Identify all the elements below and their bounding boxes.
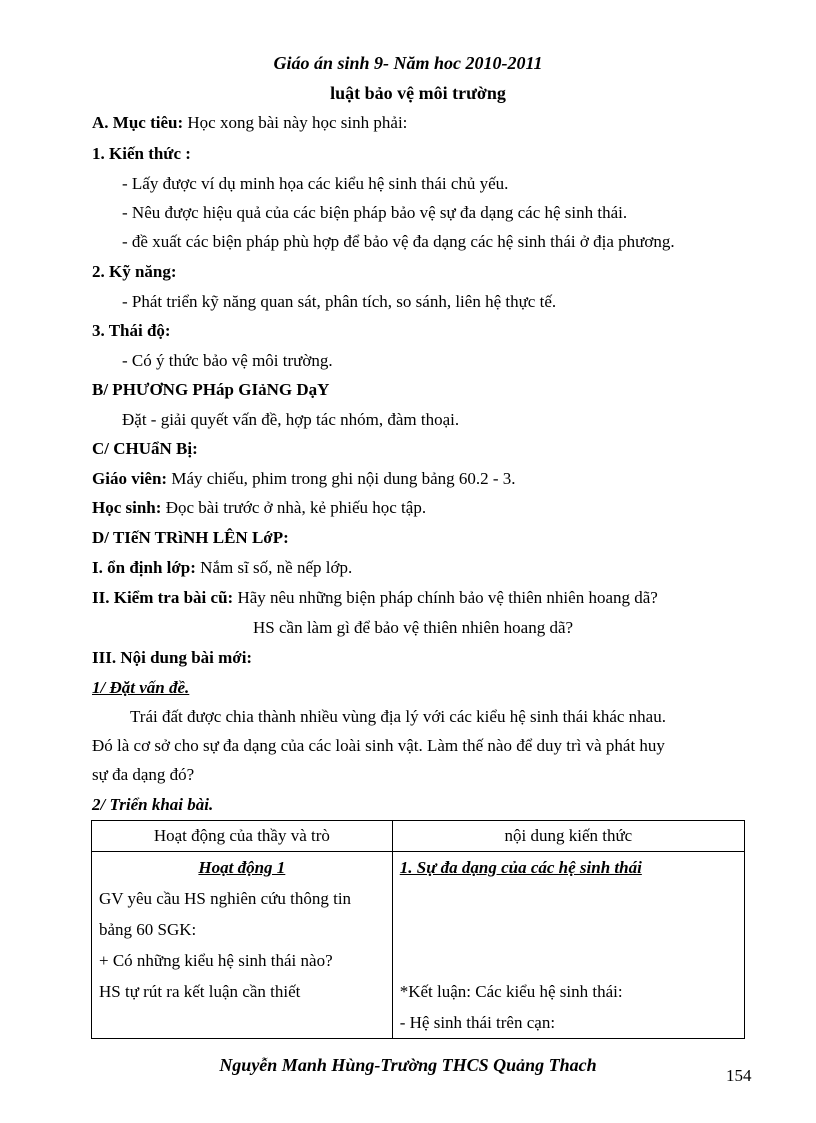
content-line: - Hệ sinh thái trên cạn: bbox=[399, 1013, 556, 1032]
activity-line: HS tự rút ra kết luận cần thiết bbox=[99, 982, 301, 1001]
lesson-title: luật bảo vệ môi trường bbox=[330, 83, 506, 103]
table-header-activities: Hoạt động của thầy và trò bbox=[92, 821, 393, 852]
activity-line: GV yêu cầu HS nghiên cứu thông tin bbox=[99, 889, 352, 908]
intro-line: Trái đất được chia thành nhiều vùng địa lý với các kiểu hệ sinh thái khác nhau. bbox=[130, 707, 666, 726]
deploy-heading: 2/ Triển khai bài. bbox=[92, 795, 214, 814]
prep-student-line bbox=[92, 497, 426, 519]
objectives-text: Học xong bài này học sinh phải: bbox=[183, 113, 408, 132]
prep-heading: C/ CHUẩN Bị: bbox=[92, 439, 198, 458]
intro-line: sự đa dạng đó? bbox=[92, 765, 195, 784]
new-content-heading: III. Nội dung bài mới: bbox=[92, 648, 253, 667]
objectives-line bbox=[92, 112, 407, 134]
content-line: *Kết luận: Các kiểu hệ sinh thái: bbox=[399, 982, 623, 1001]
document-footer: Nguyễn Manh Hùng-Trường THCS Quảng Thach bbox=[219, 1055, 597, 1075]
knowledge-item: - đề xuất các biện pháp phù hợp để bảo vệ đa dạng các hệ sinh thái ở địa phương. bbox=[122, 232, 675, 251]
check-text-2: HS cần làm gì để bảo vệ thiên nhiên hoang dã? bbox=[253, 618, 574, 637]
check-line bbox=[92, 587, 658, 609]
teacher-text: Máy chiếu, phim trong ghi nội dung bảng 60.2 - 3. bbox=[167, 469, 516, 488]
skills-item: - Phát triển kỹ năng quan sát, phân tích, so sánh, liên hệ thực tế. bbox=[122, 292, 557, 311]
intro-heading: 1/ Đặt vấn đề. bbox=[92, 678, 190, 697]
knowledge-heading: 1. Kiến thức : bbox=[92, 144, 191, 163]
organization-text: Nắm sĩ số, nề nếp lớp. bbox=[195, 558, 353, 577]
intro-line: Đó là cơ sở cho sự đa dạng của các loài sinh vật. Làm thế nào để duy trì và phát huy bbox=[92, 736, 665, 755]
activity-title: Hoạt động 1 bbox=[198, 858, 286, 877]
page-number: 154 bbox=[726, 1066, 752, 1085]
activity-line: bảng 60 SGK: bbox=[99, 920, 197, 939]
check-text: Hãy nêu những biện pháp chính bảo vệ thiên nhiên hoang dã? bbox=[233, 588, 658, 607]
attitude-heading: 3. Thái độ: bbox=[92, 321, 171, 340]
attitude-item: - Có ý thức bảo vệ môi trường. bbox=[122, 351, 333, 370]
activity-line: + Có những kiểu hệ sinh thái nào? bbox=[99, 951, 333, 970]
student-label: Học sinh: bbox=[92, 498, 162, 517]
teacher-label: Giáo viên: bbox=[92, 469, 168, 488]
knowledge-item: - Lấy được ví dụ minh họa các kiểu hệ sinh thái chủ yếu. bbox=[122, 174, 509, 193]
lesson-table bbox=[91, 820, 745, 1039]
objectives-label: A. Mục tiêu: bbox=[92, 113, 184, 132]
content-title: 1. Sự đa dạng của các hệ sinh thái bbox=[399, 858, 642, 877]
process-heading: D/ TIếN TRìNH LÊN LớP: bbox=[92, 528, 289, 547]
organization-label: I. ổn định lớp: bbox=[92, 558, 196, 577]
methods-text: Đặt - giải quyết vấn đề, hợp tác nhóm, đàm thoại. bbox=[122, 410, 460, 429]
document-header: Giáo án sinh 9- Năm hoc 2010-2011 bbox=[273, 53, 543, 73]
student-text: Đọc bài trước ở nhà, kẻ phiếu học tập. bbox=[161, 498, 427, 517]
organization-line bbox=[92, 557, 352, 579]
content-cell bbox=[392, 852, 744, 1039]
knowledge-item: - Nêu được hiệu quả của các biện pháp bảo vệ sự đa dạng các hệ sinh thái. bbox=[122, 203, 628, 222]
table-row bbox=[92, 852, 745, 1039]
table-header-row bbox=[92, 821, 745, 852]
table-header-content: nội dung kiến thức bbox=[392, 821, 744, 852]
methods-heading: B/ PHƯƠNG PHáp GIảNG DạY bbox=[92, 380, 330, 399]
check-label: II. Kiểm tra bài cũ: bbox=[92, 588, 234, 607]
skills-heading: 2. Kỹ năng: bbox=[92, 262, 177, 281]
activities-cell bbox=[92, 852, 393, 1039]
prep-teacher-line bbox=[92, 468, 516, 490]
